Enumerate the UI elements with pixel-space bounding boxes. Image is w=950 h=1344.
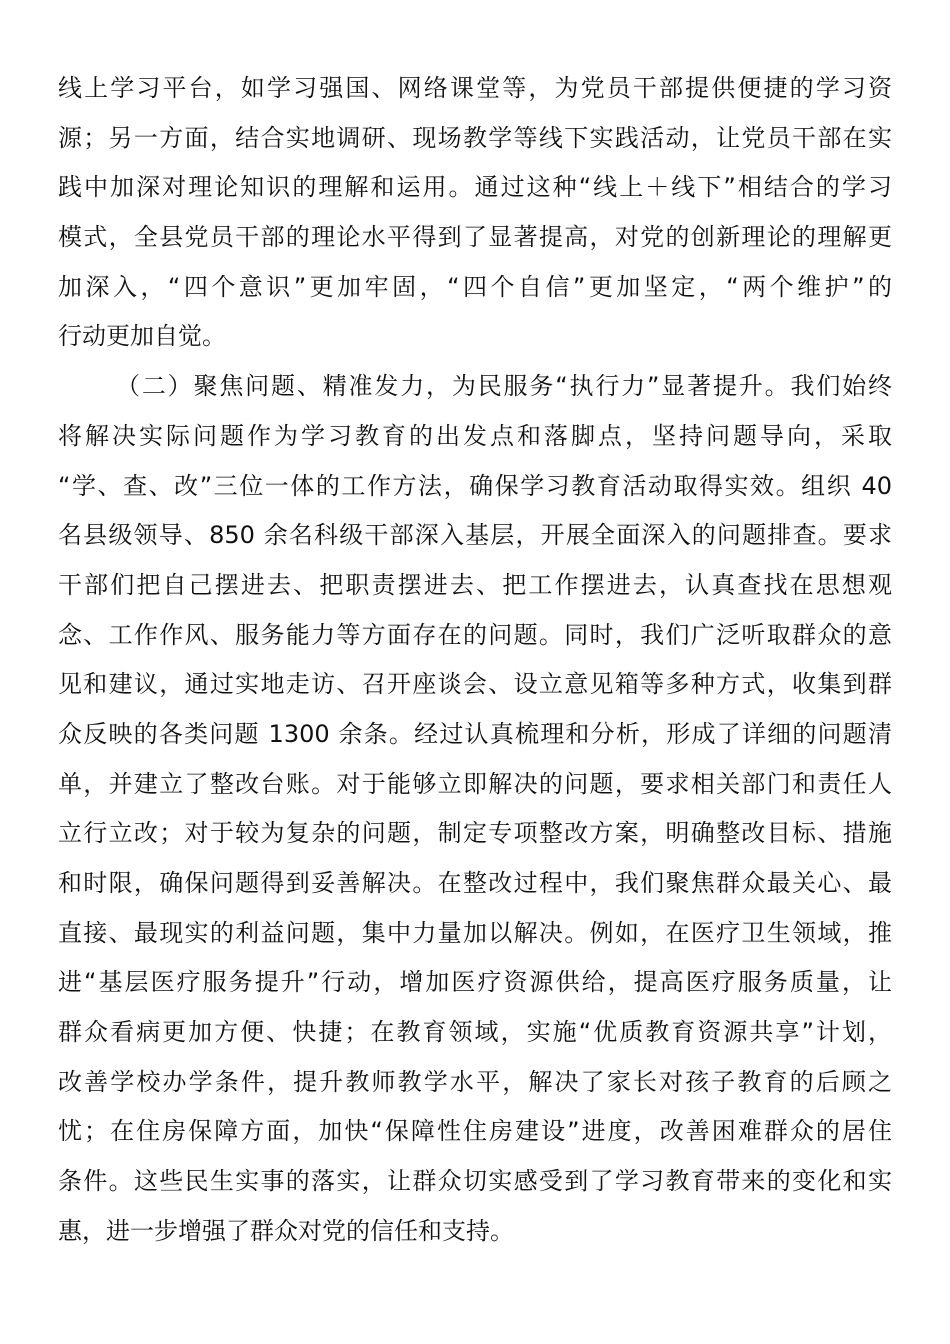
- paragraph-online-offline-study: [58, 64, 892, 362]
- text-line: 线上学习平台，如学习强国、网络课堂等，为党员干部提供便捷的学习资: [58, 74, 892, 102]
- text-line: 干部们把自己摆进去、把职责摆进去、把工作摆进去，认真查找在思想观: [58, 570, 892, 599]
- text-line: 单，并建立了整改台账。对于能够立即解决的问题，要求相关部门和责任人: [58, 769, 892, 798]
- text-line: 行动更加自觉。: [58, 322, 226, 351]
- text-line: 见和建议，通过实地走访、召开座谈会、设立意见箱等多种方式，收集到群: [58, 670, 892, 699]
- text-line: 名县级领导、850 余名科级干部深入基层，开展全面深入的问题排查。要求: [58, 521, 892, 550]
- text-line: 忧；在住房保障方面，加快“保障性住房建设”进度，改善困难群众的居住: [58, 1117, 892, 1146]
- text-line: 和时限，确保问题得到妥善解决。在整改过程中，我们聚焦群众最关心、最: [58, 869, 892, 897]
- text-line: 改善学校办学条件，提升教师教学水平，解决了家长对孩子教育的后顾之: [58, 1067, 892, 1096]
- text-line: 进“基层医疗服务提升”行动，增加医疗资源供给，提高医疗服务质量，让: [58, 968, 892, 997]
- section-heading-line: （二）聚焦问题、精准发力，为民服务“执行力”显著提升。我们始终: [116, 372, 892, 401]
- text-line: 条件。这些民生实事的落实，让群众切实感受到了学习教育带来的变化和实: [58, 1167, 892, 1196]
- text-line: 加深入，“四个意识”更加牢固，“四个自信”更加坚定，“两个维护”的: [58, 272, 892, 301]
- text-line: 群众看病更加方便、快捷；在教育领域，实施“优质教育资源共享”计划，: [58, 1018, 892, 1047]
- text-line: 源；另一方面，结合实地调研、现场教学等线下实践活动，让党员干部在实: [58, 123, 892, 152]
- document-body: [58, 64, 892, 1257]
- text-line: 模式，全县党员干部的理论水平得到了显著提高，对党的创新理论的理解更: [58, 223, 892, 252]
- text-line: 将解决实际问题作为学习教育的出发点和落脚点，坚持问题导向，采取: [58, 421, 892, 450]
- text-line: 念、工作作风、服务能力等方面存在的问题。同时，我们广泛听取群众的意: [58, 620, 892, 649]
- text-line: 众反映的各类问题 1300 余条。经过认真梳理和分析，形成了详细的问题清: [58, 719, 892, 748]
- text-line: 直接、最现实的利益问题，集中力量加以解决。例如，在医疗卫生领域，推: [58, 918, 892, 947]
- text-line: 践中加深对理论知识的理解和运用。通过这种“线上＋线下”相结合的学习: [58, 173, 892, 202]
- text-line: 惠，进一步增强了群众对党的信任和支持。: [58, 1216, 514, 1245]
- text-line: 立行立改；对于较为复杂的问题，制定专项整改方案，明确整改目标、措施: [58, 819, 892, 848]
- text-line: “学、查、改”三位一体的工作方法，确保学习教育活动取得实效。组织 40: [58, 471, 892, 500]
- paragraph-problem-solving-section: [58, 362, 892, 1256]
